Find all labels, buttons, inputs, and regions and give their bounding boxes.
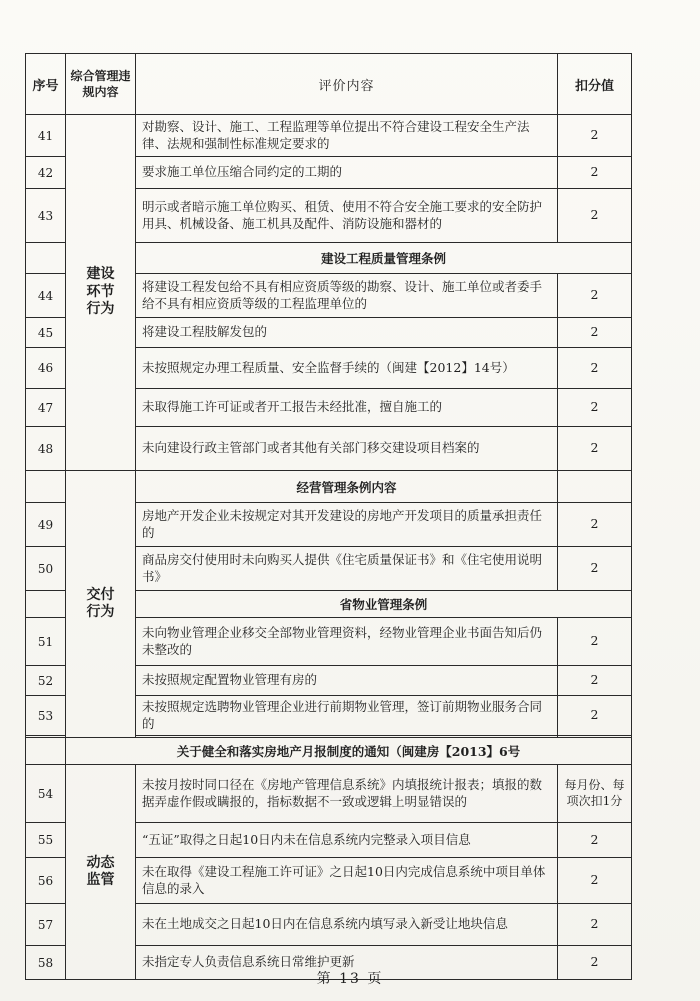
row-no: 42 xyxy=(26,157,66,189)
row-text: 未指定专人负责信息系统日常维护更新 xyxy=(136,946,558,980)
table-row xyxy=(26,765,632,823)
row-no: 58 xyxy=(26,946,66,980)
row-no: 45 xyxy=(26,318,66,348)
row-no: 57 xyxy=(26,904,66,946)
row-no: 41 xyxy=(26,115,66,157)
row-points: 2 xyxy=(558,858,632,904)
row-text: 房地产开发企业未按规定对其开发建设的房地产开发项目的质量承担责任的 xyxy=(136,503,558,547)
row-text: “五证”取得之日起10日内未在信息系统内完整录入项目信息 xyxy=(136,823,558,858)
row-points: 2 xyxy=(558,547,632,591)
section-row xyxy=(26,738,632,765)
evaluation-table xyxy=(25,53,632,980)
header-points: 扣分值 xyxy=(558,54,632,115)
header-no: 序号 xyxy=(26,54,66,115)
row-no: 49 xyxy=(26,503,66,547)
row-no: 54 xyxy=(26,765,66,823)
row-points: 2 xyxy=(558,427,632,471)
row-text: 未按月按时同口径在《房地产管理信息系统》内填报统计报表；填报的数据弄虚作假或瞒报的，指标数据不一致或逻辑上明显错误的 xyxy=(136,765,558,823)
row-points: 2 xyxy=(558,904,632,946)
row-text: 明示或者暗示施工单位购买、租赁、使用不符合安全施工要求的安全防护用具、机械设备、施工机具及配件、消防设施和器材的 xyxy=(136,189,558,243)
page-number: 第 13 页 xyxy=(316,971,384,987)
row-no: 43 xyxy=(26,189,66,243)
row-points: 2 xyxy=(558,618,632,666)
row-points: 2 xyxy=(558,318,632,348)
row-text: 对勘察、设计、施工、工程监理等单位提出不符合建设工程安全生产法律、法规和强制性标准规定要求的 xyxy=(136,115,558,157)
section-title: 建设工程质量管理条例 xyxy=(136,243,632,274)
row-text: 未在取得《建设工程施工许可证》之日起10日内完成信息系统中项目单体信息的录入 xyxy=(136,858,558,904)
row-no: 48 xyxy=(26,427,66,471)
row-no: 50 xyxy=(26,547,66,591)
row-text: 要求施工单位压缩合同约定的工期的 xyxy=(136,157,558,189)
row-no: 55 xyxy=(26,823,66,858)
row-points: 2 xyxy=(558,189,632,243)
row-points: 2 xyxy=(558,389,632,427)
row-points: 2 xyxy=(558,503,632,547)
section-title: 关于健全和落实房地产月报制度的通知（闽建房【2013】6号 xyxy=(66,738,632,765)
row-text: 将建设工程发包给不具有相应资质等级的勘察、设计、施工单位或者委手给不具有相应资质等级的工程监理单位的 xyxy=(136,274,558,318)
row-text: 商品房交付使用时未向购买人提供《住宅质量保证书》和《住宅使用说明书》 xyxy=(136,547,558,591)
row-points: 2 xyxy=(558,946,632,980)
row-points: 2 xyxy=(558,274,632,318)
row-points: 2 xyxy=(558,823,632,858)
row-points: 2 xyxy=(558,696,632,736)
row-text: 未在土地成交之日起10日内在信息系统内填写录入新受让地块信息 xyxy=(136,904,558,946)
table-row xyxy=(26,115,632,157)
row-no: 47 xyxy=(26,389,66,427)
row-points: 2 xyxy=(558,157,632,189)
section-title: 省物业管理条例 xyxy=(136,591,632,618)
row-points: 2 xyxy=(558,115,632,157)
row-text: 将建设工程肢解发包的 xyxy=(136,318,558,348)
category-delivery: 交付行为 xyxy=(66,471,136,738)
row-no: 52 xyxy=(26,666,66,696)
row-no: 56 xyxy=(26,858,66,904)
row-no: 51 xyxy=(26,618,66,666)
row-points: 每月份、每项次扣1分 xyxy=(558,765,632,823)
category-construction: 建设环节行为 xyxy=(66,115,136,471)
row-points: 2 xyxy=(558,348,632,389)
row-points: 2 xyxy=(558,666,632,696)
row-no: 53 xyxy=(26,696,66,736)
row-text: 未取得施工许可证或者开工报告未经批准，擅自施工的 xyxy=(136,389,558,427)
row-text: 未按照规定配置物业管理有房的 xyxy=(136,666,558,696)
row-no: 46 xyxy=(26,348,66,389)
row-text: 未向物业管理企业移交全部物业管理资料，经物业管理企业书面告知后仍未整改的 xyxy=(136,618,558,666)
row-text: 未按照规定办理工程质量、安全监督手续的（闽建【2012】14号） xyxy=(136,348,558,389)
row-text: 未向建设行政主管部门或者其他有关部门移交建设项目档案的 xyxy=(136,427,558,471)
section-row xyxy=(26,471,632,503)
table-header-row xyxy=(26,54,632,115)
header-category: 综合管理违规内容 xyxy=(66,54,136,115)
section-title: 经营管理条例内容 xyxy=(136,471,558,503)
category-dynamic: 动态监管 xyxy=(66,765,136,980)
row-text: 未按照规定选聘物业管理企业进行前期物业管理，签订前期物业服务合同的 xyxy=(136,696,558,736)
header-content: 评价内容 xyxy=(136,54,558,115)
row-no: 44 xyxy=(26,274,66,318)
